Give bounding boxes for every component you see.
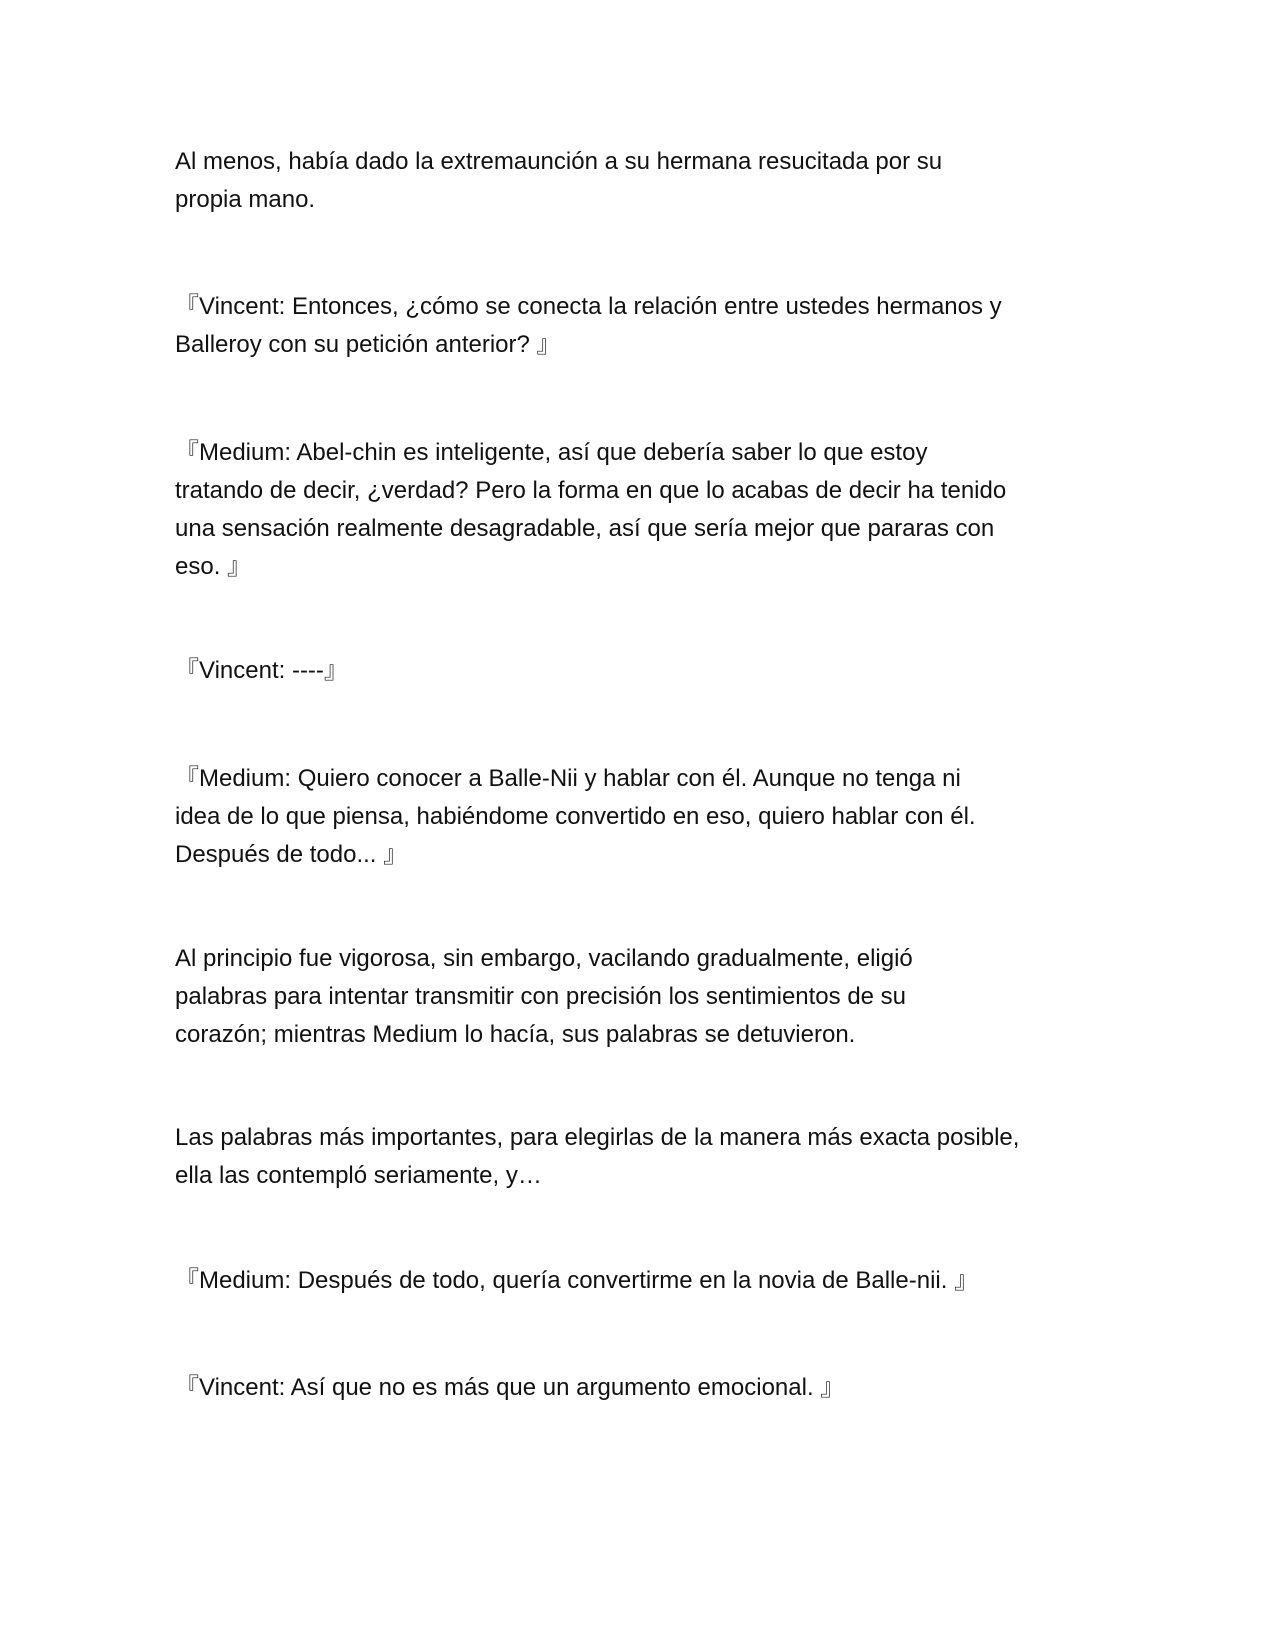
text-line: eso. 』: [175, 553, 252, 580]
paragraph-narration-palabras: [175, 1119, 1095, 1195]
text-line: 『Vincent: Así que no es más que un argumento emocional. 』: [175, 1374, 845, 1401]
text-line: 『Medium: Quiero conocer a Balle-Nii y hablar con él. Aunque no tenga ni: [175, 765, 961, 792]
text-line: Al principio fue vigorosa, sin embargo, vacilando gradualmente, eligió: [175, 945, 913, 972]
dialogue-vincent-silence: [175, 652, 1095, 690]
text-line: idea de lo que piensa, habiéndome convertido en eso, quiero hablar con él.: [175, 803, 976, 830]
text-line: ella las contempló seriamente, y…: [175, 1162, 542, 1189]
text-line: Al menos, había dado la extremaunción a su hermana resucitada por su: [175, 148, 943, 175]
text-line: tratando de decir, ¿verdad? Pero la forma en que lo acabas de decir ha tenido: [175, 477, 1007, 504]
dialogue-vincent-argumento: [175, 1369, 1095, 1407]
text-line: 『Vincent: Entonces, ¿cómo se conecta la relación entre ustedes hermanos y: [175, 293, 1002, 320]
paragraph-narration-vigorosa: [175, 940, 1095, 1054]
dialogue-medium-abel-chin: [175, 434, 1095, 586]
text-line: Balleroy con su petición anterior? 』: [175, 331, 561, 358]
text-line: una sensación realmente desagradable, así que sería mejor que pararas con: [175, 515, 995, 542]
text-line: palabras para intentar transmitir con precisión los sentimientos de su: [175, 983, 907, 1010]
text-line: Las palabras más importantes, para elegirlas de la manera más exacta posible,: [175, 1124, 1020, 1151]
dialogue-medium-balle-nii: [175, 760, 1095, 874]
text-line: 『Medium: Después de todo, quería convertirme en la novia de Balle-nii. 』: [175, 1267, 979, 1294]
text-line: corazón; mientras Medium lo hacía, sus palabras se detuvieron.: [175, 1021, 856, 1048]
text-line: 『Medium: Abel-chin es inteligente, así que debería saber lo que estoy: [175, 439, 928, 466]
text-line: Después de todo... 』: [175, 841, 408, 868]
paragraph-extremauncion: [175, 143, 1095, 219]
text-line: 『Vincent: ----』: [175, 657, 348, 684]
dialogue-medium-novia: [175, 1262, 1095, 1300]
dialogue-vincent-question: [175, 288, 1095, 364]
text-line: propia mano.: [175, 186, 316, 213]
